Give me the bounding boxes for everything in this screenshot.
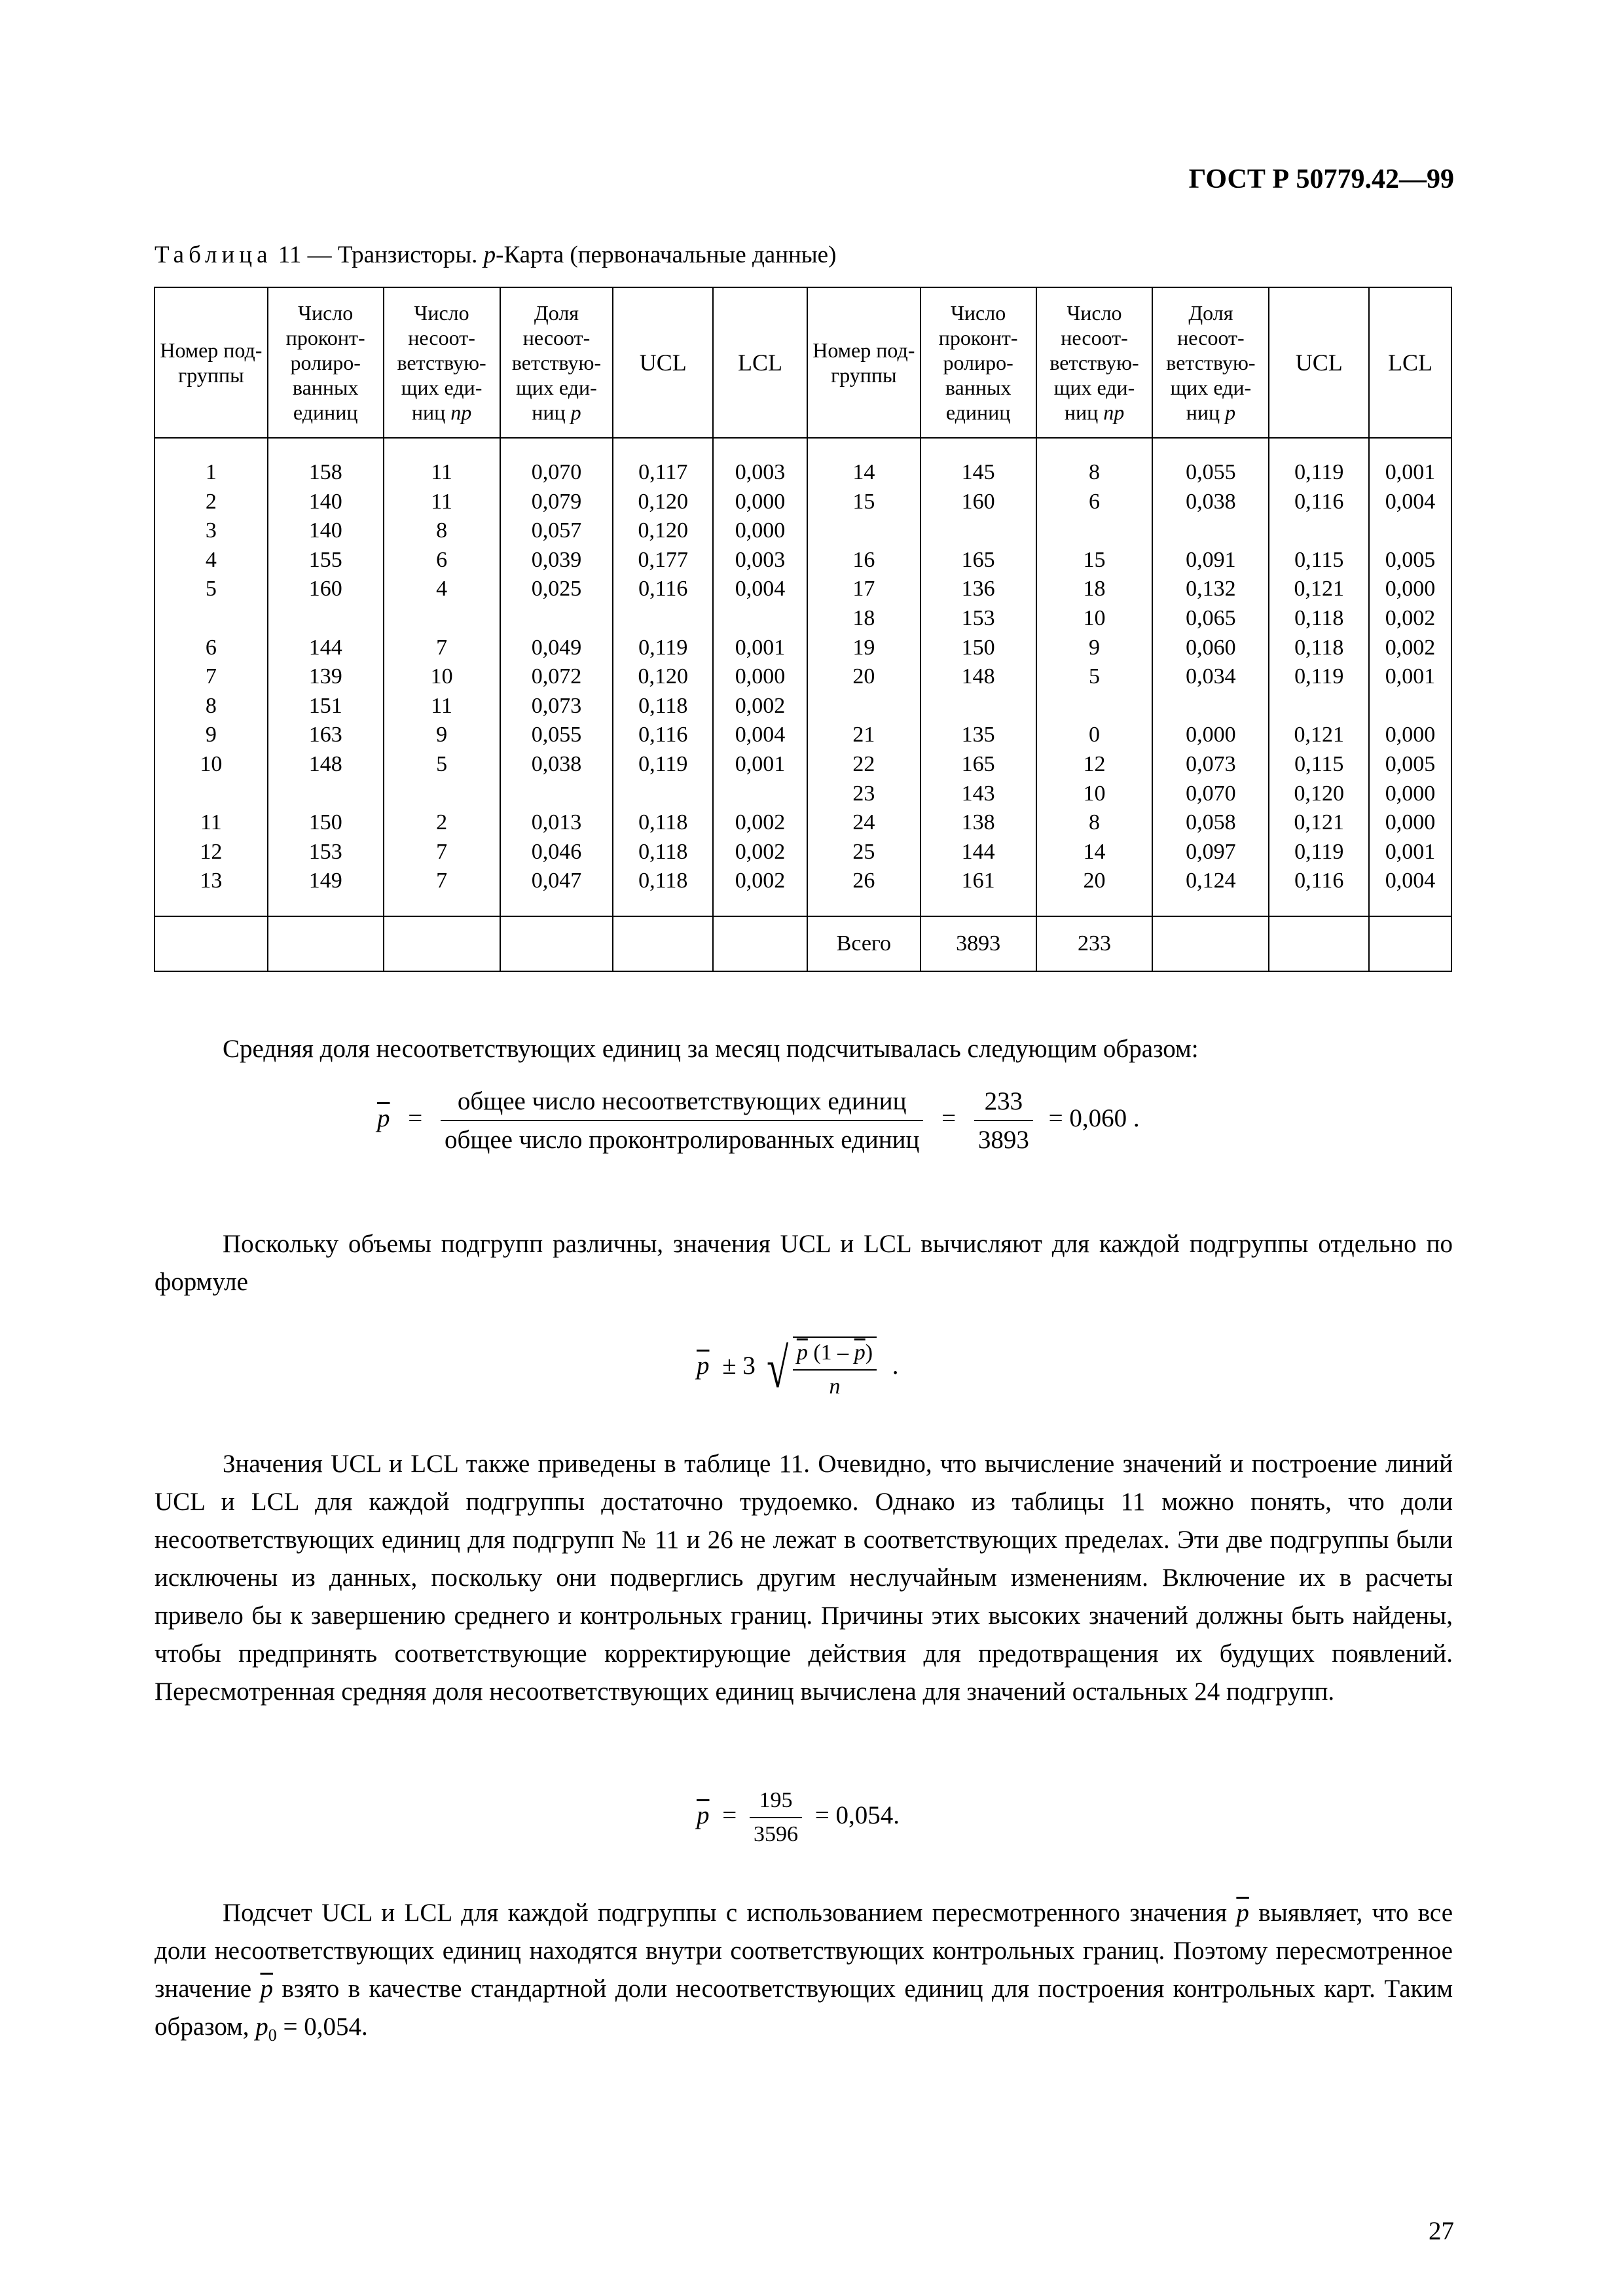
table-row	[155, 634, 1451, 663]
table-cell-ucl: 0,119	[613, 634, 713, 663]
table-cell-inspected	[268, 604, 384, 634]
table-cell-np: 7	[384, 867, 500, 896]
table-cell-ucl	[1269, 516, 1369, 546]
table-cell-np: 20	[1036, 867, 1153, 896]
table-cell-np: 5	[1036, 662, 1153, 692]
table-cell-lcl: 0,000	[1369, 721, 1451, 750]
table-cell-n: 2	[155, 488, 268, 517]
table-cell-p	[1152, 692, 1269, 721]
table-cell-inspected: 149	[268, 867, 384, 896]
table-cell-lcl: 0,002	[713, 692, 807, 721]
table-cell-lcl	[713, 604, 807, 634]
table-cell-ucl: 0,115	[1269, 546, 1369, 575]
col-fraction-2: Доля несоот- ветствую- щих еди- ниц p	[1152, 287, 1269, 438]
table-cell-lcl: 0,000	[713, 488, 807, 517]
table-cell-n: 15	[807, 488, 921, 517]
table-cell-inspected: 136	[921, 575, 1036, 604]
table-row	[155, 458, 1451, 488]
table-cell-lcl	[1369, 516, 1451, 546]
table-cell-ucl	[1269, 692, 1369, 721]
table-cell-ucl: 0,120	[1269, 780, 1369, 809]
table-cell-ucl: 0,116	[1269, 867, 1369, 896]
table-total-row	[155, 916, 1451, 971]
caption-p: p	[483, 242, 496, 268]
table-cell-ucl: 0,118	[613, 867, 713, 896]
table-cell-p: 0,097	[1152, 838, 1269, 867]
col-inspected: Число проконт- ролиро- ванных единиц	[268, 287, 384, 438]
table-cell-p: 0,132	[1152, 575, 1269, 604]
table-cell-n	[155, 780, 268, 809]
table-cell-np: 8	[1036, 808, 1153, 838]
table-cell-lcl	[713, 780, 807, 809]
table-cell-n: 22	[807, 750, 921, 780]
table-cell-n: 10	[155, 750, 268, 780]
table-cell-np: 9	[384, 721, 500, 750]
table-cell-p: 0,013	[500, 808, 613, 838]
table-cell-p: 0,046	[500, 838, 613, 867]
table-cell-n: 12	[155, 838, 268, 867]
page-number: 27	[1429, 2217, 1454, 2245]
col-subgroup-2: Номер под- группы	[807, 287, 921, 438]
table-cell-n: 16	[807, 546, 921, 575]
table-cell-lcl: 0,001	[1369, 458, 1451, 488]
table-cell-n: 26	[807, 867, 921, 896]
table-cell-p: 0,034	[1152, 662, 1269, 692]
table-cell-n: 4	[155, 546, 268, 575]
table-cell-n: 17	[807, 575, 921, 604]
table-cell-lcl: 0,004	[713, 721, 807, 750]
col-lcl: LCL	[713, 287, 807, 438]
table-cell-inspected: 165	[921, 750, 1036, 780]
col-inspected-2: Число проконт- ролиро- ванных единиц	[921, 287, 1036, 438]
table-cell-inspected: 140	[268, 488, 384, 517]
table-cell-n: 24	[807, 808, 921, 838]
formula-limits: $\overline{p} \pm 3$ √ $\frac{p (1 - \overline{p})}{n}$ .	[697, 1336, 899, 1399]
table-cell-p: 0,060	[1152, 634, 1269, 663]
table-body	[155, 438, 1451, 916]
table-cell-p	[1152, 516, 1269, 546]
caption-number: 11 — Транзисторы.	[278, 242, 478, 268]
total-nonconf: 233	[1036, 916, 1153, 971]
table-cell-ucl: 0,177	[613, 546, 713, 575]
table-cell-np: 7	[384, 838, 500, 867]
table-cell-np	[1036, 516, 1153, 546]
table-cell-inspected: 143	[921, 780, 1036, 809]
table-cell-lcl: 0,002	[713, 867, 807, 896]
table-cell-p: 0,057	[500, 516, 613, 546]
table-cell-inspected: 138	[921, 808, 1036, 838]
table-row	[155, 662, 1451, 692]
table-cell-inspected: 135	[921, 721, 1036, 750]
table-row	[155, 867, 1451, 896]
table-cell-lcl: 0,002	[1369, 604, 1451, 634]
document-code: ГОСТ Р 50779.42—99	[1188, 164, 1454, 194]
table-row	[155, 750, 1451, 780]
table-cell-lcl: 0,003	[713, 546, 807, 575]
table-cell-ucl: 0,119	[1269, 662, 1369, 692]
table-cell-inspected: 155	[268, 546, 384, 575]
data-table	[154, 287, 1452, 972]
col-fraction: Доля несоот- ветствую- щих еди- ниц p	[500, 287, 613, 438]
table-cell-p: 0,025	[500, 575, 613, 604]
table-cell-n: 14	[807, 458, 921, 488]
col-nonconf-2: Число несоот- ветствую- щих еди- ниц np	[1036, 287, 1153, 438]
table-row	[155, 692, 1451, 721]
paragraph-3: Значения UCL и LCL также приведены в таблице 11. Очевидно, что вычисление значений и построение линий UCL и LCL для каждой подгруппы достаточно трудоемко. Однако из таблицы 11 можно понять, что доли несоответствующих единиц для подгрупп № 11 и 26 не лежат в соответствующих пределах. Эти две подгруппы были исключены из данных, поскольку они подверглись другим неслучайным изменениям. Включение их в расчеты привело бы к завершению среднего и контрольных границ. Причины этих высоких значений должны быть найдены, чтобы предпринять соответствующие корректирующие действия для предотвращения их будущих появлений. Пересмотренная средняя доля несоответствующих единиц вычислена для значений остальных 24 подгрупп.	[155, 1450, 1453, 1706]
table-cell-ucl: 0,119	[613, 750, 713, 780]
table-cell-lcl: 0,001	[1369, 838, 1451, 867]
table-cell-lcl: 0,001	[1369, 662, 1451, 692]
table-cell-np	[384, 604, 500, 634]
table-cell-ucl: 0,119	[1269, 838, 1369, 867]
table-cell-inspected: 153	[921, 604, 1036, 634]
table-cell-np: 6	[1036, 488, 1153, 517]
table-cell-lcl: 0,004	[713, 575, 807, 604]
table-cell-np: 12	[1036, 750, 1153, 780]
table-cell-ucl: 0,120	[613, 488, 713, 517]
table-cell-p: 0,070	[500, 458, 613, 488]
table-cell-np: 8	[384, 516, 500, 546]
table-cell-n: 18	[807, 604, 921, 634]
table-cell-lcl: 0,004	[1369, 488, 1451, 517]
col-ucl-2: UCL	[1269, 287, 1369, 438]
table-cell-inspected: 151	[268, 692, 384, 721]
table-cell-n	[807, 692, 921, 721]
table-cell-n: 8	[155, 692, 268, 721]
table-cell-p: 0,038	[500, 750, 613, 780]
table-cell-lcl: 0,000	[1369, 780, 1451, 809]
caption-rest: -Карта (первоначальные данные)	[496, 242, 837, 268]
table-cell-n: 9	[155, 721, 268, 750]
table-cell-ucl: 0,121	[1269, 721, 1369, 750]
total-inspected: 3893	[921, 916, 1036, 971]
table-cell-ucl: 0,121	[1269, 808, 1369, 838]
table-cell-p: 0,073	[1152, 750, 1269, 780]
table-row	[155, 546, 1451, 575]
table-cell-inspected: 144	[268, 634, 384, 663]
table-cell-p	[500, 604, 613, 634]
table-cell-p: 0,047	[500, 867, 613, 896]
table-cell-np: 11	[384, 458, 500, 488]
total-label: Всего	[807, 916, 921, 971]
table-cell-n: 23	[807, 780, 921, 809]
table-cell-lcl: 0,002	[713, 808, 807, 838]
table-cell-np: 2	[384, 808, 500, 838]
table-cell-ucl: 0,120	[613, 662, 713, 692]
table-cell-np: 10	[384, 662, 500, 692]
table-cell-inspected: 148	[268, 750, 384, 780]
table-cell-ucl: 0,118	[613, 808, 713, 838]
table-cell-ucl: 0,116	[613, 575, 713, 604]
table-cell-ucl: 0,119	[1269, 458, 1369, 488]
table-cell-inspected: 140	[268, 516, 384, 546]
col-ucl: UCL	[613, 287, 713, 438]
table-cell-inspected: 139	[268, 662, 384, 692]
table-cell-n	[155, 604, 268, 634]
table-cell-lcl: 0,005	[1369, 546, 1451, 575]
table-row	[155, 721, 1451, 750]
table-cell-inspected: 160	[921, 488, 1036, 517]
table-cell-np: 7	[384, 634, 500, 663]
table-cell-ucl: 0,116	[613, 721, 713, 750]
table-cell-np: 4	[384, 575, 500, 604]
table-cell-ucl: 0,116	[1269, 488, 1369, 517]
table-cell-n: 19	[807, 634, 921, 663]
table-cell-lcl: 0,002	[1369, 634, 1451, 663]
table-cell-lcl: 0,002	[713, 838, 807, 867]
table-cell-inspected	[921, 692, 1036, 721]
table-cell-ucl	[613, 780, 713, 809]
table-cell-inspected	[921, 516, 1036, 546]
table-row	[155, 808, 1451, 838]
table-cell-inspected: 150	[268, 808, 384, 838]
formula-mean: $\overline{p}$ = $\frac{\text{общее число несоответствующих единиц}}{\text{общее число проконтролированных единиц}}$ = $\frac{233}{3893}$ = 0,060 .	[377, 1087, 1140, 1154]
table-cell-inspected: 165	[921, 546, 1036, 575]
col-subgroup: Номер под- группы	[155, 287, 268, 438]
table-cell-inspected: 161	[921, 867, 1036, 896]
table-cell-p: 0,065	[1152, 604, 1269, 634]
table-cell-inspected: 160	[268, 575, 384, 604]
table-cell-lcl: 0,005	[1369, 750, 1451, 780]
table-cell-lcl: 0,001	[713, 750, 807, 780]
table-cell-p: 0,055	[1152, 458, 1269, 488]
table-cell-inspected: 150	[921, 634, 1036, 663]
table-row	[155, 488, 1451, 517]
table-cell-inspected: 144	[921, 838, 1036, 867]
table-cell-p: 0,049	[500, 634, 613, 663]
table-cell-n: 20	[807, 662, 921, 692]
table-cell-p: 0,058	[1152, 808, 1269, 838]
table-cell-lcl	[1369, 692, 1451, 721]
paragraph-1: Средняя доля несоответствующих единиц за месяц подсчитывалась следующим образом:	[223, 1035, 1199, 1063]
table-cell-lcl: 0,000	[1369, 575, 1451, 604]
table-header-row	[155, 287, 1451, 438]
table-cell-p: 0,055	[500, 721, 613, 750]
table-cell-n: 11	[155, 808, 268, 838]
table-row	[155, 780, 1451, 809]
table-cell-inspected: 163	[268, 721, 384, 750]
table-cell-np: 6	[384, 546, 500, 575]
table-cell-np: 15	[1036, 546, 1153, 575]
table-cell-np: 18	[1036, 575, 1153, 604]
table-cell-np: 11	[384, 488, 500, 517]
table-cell-np: 10	[1036, 604, 1153, 634]
table-cell-n: 5	[155, 575, 268, 604]
table-caption	[155, 241, 836, 269]
table-cell-np: 11	[384, 692, 500, 721]
table-cell-ucl: 0,118	[613, 692, 713, 721]
table-cell-lcl: 0,003	[713, 458, 807, 488]
table-row	[155, 838, 1451, 867]
table-cell-p: 0,124	[1152, 867, 1269, 896]
table-cell-n: 25	[807, 838, 921, 867]
table-row	[155, 604, 1451, 634]
table-cell-ucl: 0,115	[1269, 750, 1369, 780]
table-cell-inspected	[268, 780, 384, 809]
table-cell-p: 0,070	[1152, 780, 1269, 809]
table-cell-np: 14	[1036, 838, 1153, 867]
table-cell-p: 0,091	[1152, 546, 1269, 575]
table-cell-lcl: 0,000	[713, 516, 807, 546]
table-cell-p: 0,073	[500, 692, 613, 721]
table-cell-ucl: 0,118	[1269, 604, 1369, 634]
table-cell-np: 8	[1036, 458, 1153, 488]
table-cell-ucl: 0,121	[1269, 575, 1369, 604]
table-cell-p: 0,039	[500, 546, 613, 575]
table-cell-np: 0	[1036, 721, 1153, 750]
table-cell-p: 0,079	[500, 488, 613, 517]
table-cell-p: 0,000	[1152, 721, 1269, 750]
table-cell-n: 3	[155, 516, 268, 546]
table-cell-n: 21	[807, 721, 921, 750]
table-cell-lcl: 0,001	[713, 634, 807, 663]
table-cell-ucl: 0,120	[613, 516, 713, 546]
table-cell-lcl: 0,000	[1369, 808, 1451, 838]
table-cell-inspected: 153	[268, 838, 384, 867]
table-cell-n	[807, 516, 921, 546]
table-cell-lcl: 0,004	[1369, 867, 1451, 896]
table-cell-np: 10	[1036, 780, 1153, 809]
table-cell-p	[500, 780, 613, 809]
table-cell-ucl: 0,118	[1269, 634, 1369, 663]
table-cell-inspected: 148	[921, 662, 1036, 692]
table-cell-lcl: 0,000	[713, 662, 807, 692]
table-cell-inspected: 145	[921, 458, 1036, 488]
caption-word: Таблица	[155, 242, 272, 268]
table-cell-ucl: 0,118	[613, 838, 713, 867]
col-nonconf: Число несоот- ветствую- щих еди- ниц np	[384, 287, 500, 438]
table-cell-np: 9	[1036, 634, 1153, 663]
table-cell-ucl: 0,117	[613, 458, 713, 488]
formula-revised-mean: $\overline{p}$ = $\frac{195}{3596}$ = 0,054.	[697, 1788, 900, 1846]
table-cell-np: 5	[384, 750, 500, 780]
table-row	[155, 575, 1451, 604]
paragraph-2: Поскольку объемы подгрупп различны, значения UCL и LCL вычисляют для каждой подгруппы отдельно по формуле	[155, 1230, 1453, 1296]
table-cell-p: 0,038	[1152, 488, 1269, 517]
paragraph-4: Подсчет UCL и LCL для каждой подгруппы с использованием пересмотренного значения $\overline{p}$ выявляет, что все доли несоответствующих единиц находятся внутри соответствующих контрольных границ. Поэтому пересмотренное значение $\overline{p}$ взято в качестве стандартной доли несоответствующих единиц для построения контрольных карт. Таким образом, $p_0 = 0,054$.	[155, 1899, 1453, 2045]
table-row	[155, 516, 1451, 546]
table-cell-ucl	[613, 604, 713, 634]
table-cell-n: 1	[155, 458, 268, 488]
table-cell-np	[1036, 692, 1153, 721]
table-cell-p: 0,072	[500, 662, 613, 692]
table-cell-inspected: 158	[268, 458, 384, 488]
table-cell-np	[384, 780, 500, 809]
table-cell-n: 6	[155, 634, 268, 663]
table-cell-n: 13	[155, 867, 268, 896]
table-cell-n: 7	[155, 662, 268, 692]
col-lcl-2: LCL	[1369, 287, 1451, 438]
